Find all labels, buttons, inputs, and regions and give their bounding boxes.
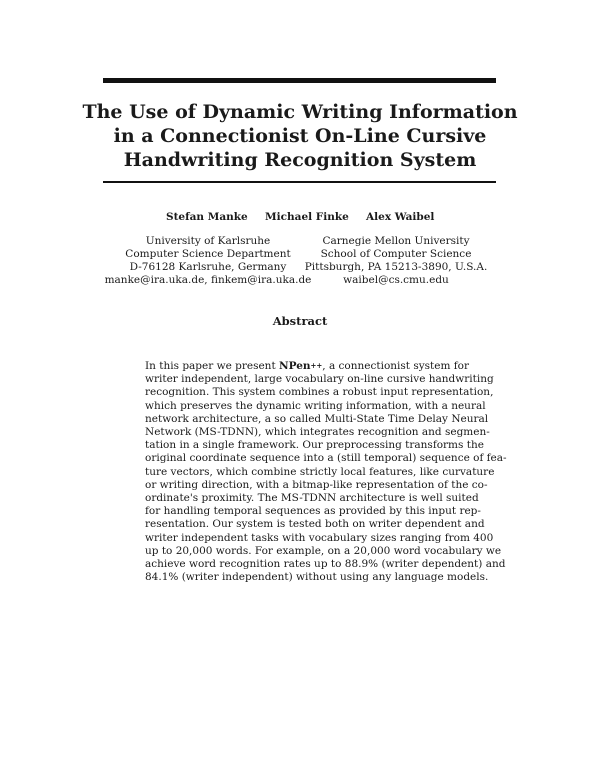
affiliation-line: Computer Science Department [125,248,291,260]
author-list [100,211,500,227]
abstract-text: , a connectionist system for [322,360,470,372]
abstract-line: or writing direction, with a bitmap-like representation of the co- [145,478,488,491]
affiliation-line: Carnegie Mellon University [322,235,470,247]
abstract-line: writer independent tasks with vocabulary sizes ranging from 400 [145,531,494,544]
abstract-heading: Abstract [272,314,328,328]
abstract-line: which preserves the dynamic writing information, with a neural [145,399,486,412]
affiliation-email: manke@ira.uka.de, finkem@ira.uka.de [104,274,312,286]
abstract-line: original coordinate sequence into a (still temporal) sequence of fea- [145,452,507,465]
affiliation-karlsruhe [100,235,316,287]
abstract-line: achieve word recognition rates up to 88.9% (writer dependent) and [145,558,506,571]
affiliation-email: waibel@cs.cmu.edu [343,274,449,286]
abstract-line: ture vectors, which combine strictly local features, like curvature [145,465,495,478]
affiliation-line: Pittsburgh, PA 15213-3890, U.S.A. [304,261,488,273]
abstract-text: In this paper we present [145,360,280,372]
abstract-line: for handling temporal sequences as provided by this input rep- [145,505,481,518]
title-line: The Use of Dynamic Writing Information [82,101,518,123]
abstract-body [145,360,507,584]
affiliation-line: D-76128 Karlsruhe, Germany [129,261,287,273]
author-name: Alex Waibel [366,211,435,223]
abstract-line: network architecture, a so called Multi-State Time Delay Neural [145,412,489,425]
system-name-text: NPen [279,360,311,372]
title-line: in a Connectionist On-Line Cursive [113,125,487,147]
title-top-rule [103,78,496,83]
abstract-line: up to 20,000 words. For example, on a 20,000 word vocabulary we [145,544,502,557]
author-name: Stefan Manke [166,211,248,223]
author-name: Michael Finke [265,211,349,223]
abstract-line: Network (MS-TDNN), which integrates recognition and segmen- [145,426,490,439]
system-name [279,360,322,372]
affiliation-line: University of Karlsruhe [145,235,271,247]
abstract-line: writer independent, large vocabulary on-line cursive handwriting [145,373,494,386]
system-name-superscript: ++ [310,361,323,370]
abstract-line: ordinate's proximity. The MS-TDNN architecture is well suited [145,492,479,505]
affiliation-line: School of Computer Science [320,248,472,260]
paper-title [60,100,540,172]
abstract-line [145,360,470,373]
abstract-line: recognition. This system combines a robust input representation, [145,386,494,399]
abstract-line: 84.1% (writer independent) without using any language models. [145,571,489,584]
affiliation-cmu [304,235,488,287]
abstract-line: tation in a single framework. Our preprocessing transforms the [145,439,484,452]
title-bottom-rule [103,181,496,183]
title-line: Handwriting Recognition System [123,149,477,171]
abstract-line: resentation. Our system is tested both on writer dependent and [145,518,485,531]
